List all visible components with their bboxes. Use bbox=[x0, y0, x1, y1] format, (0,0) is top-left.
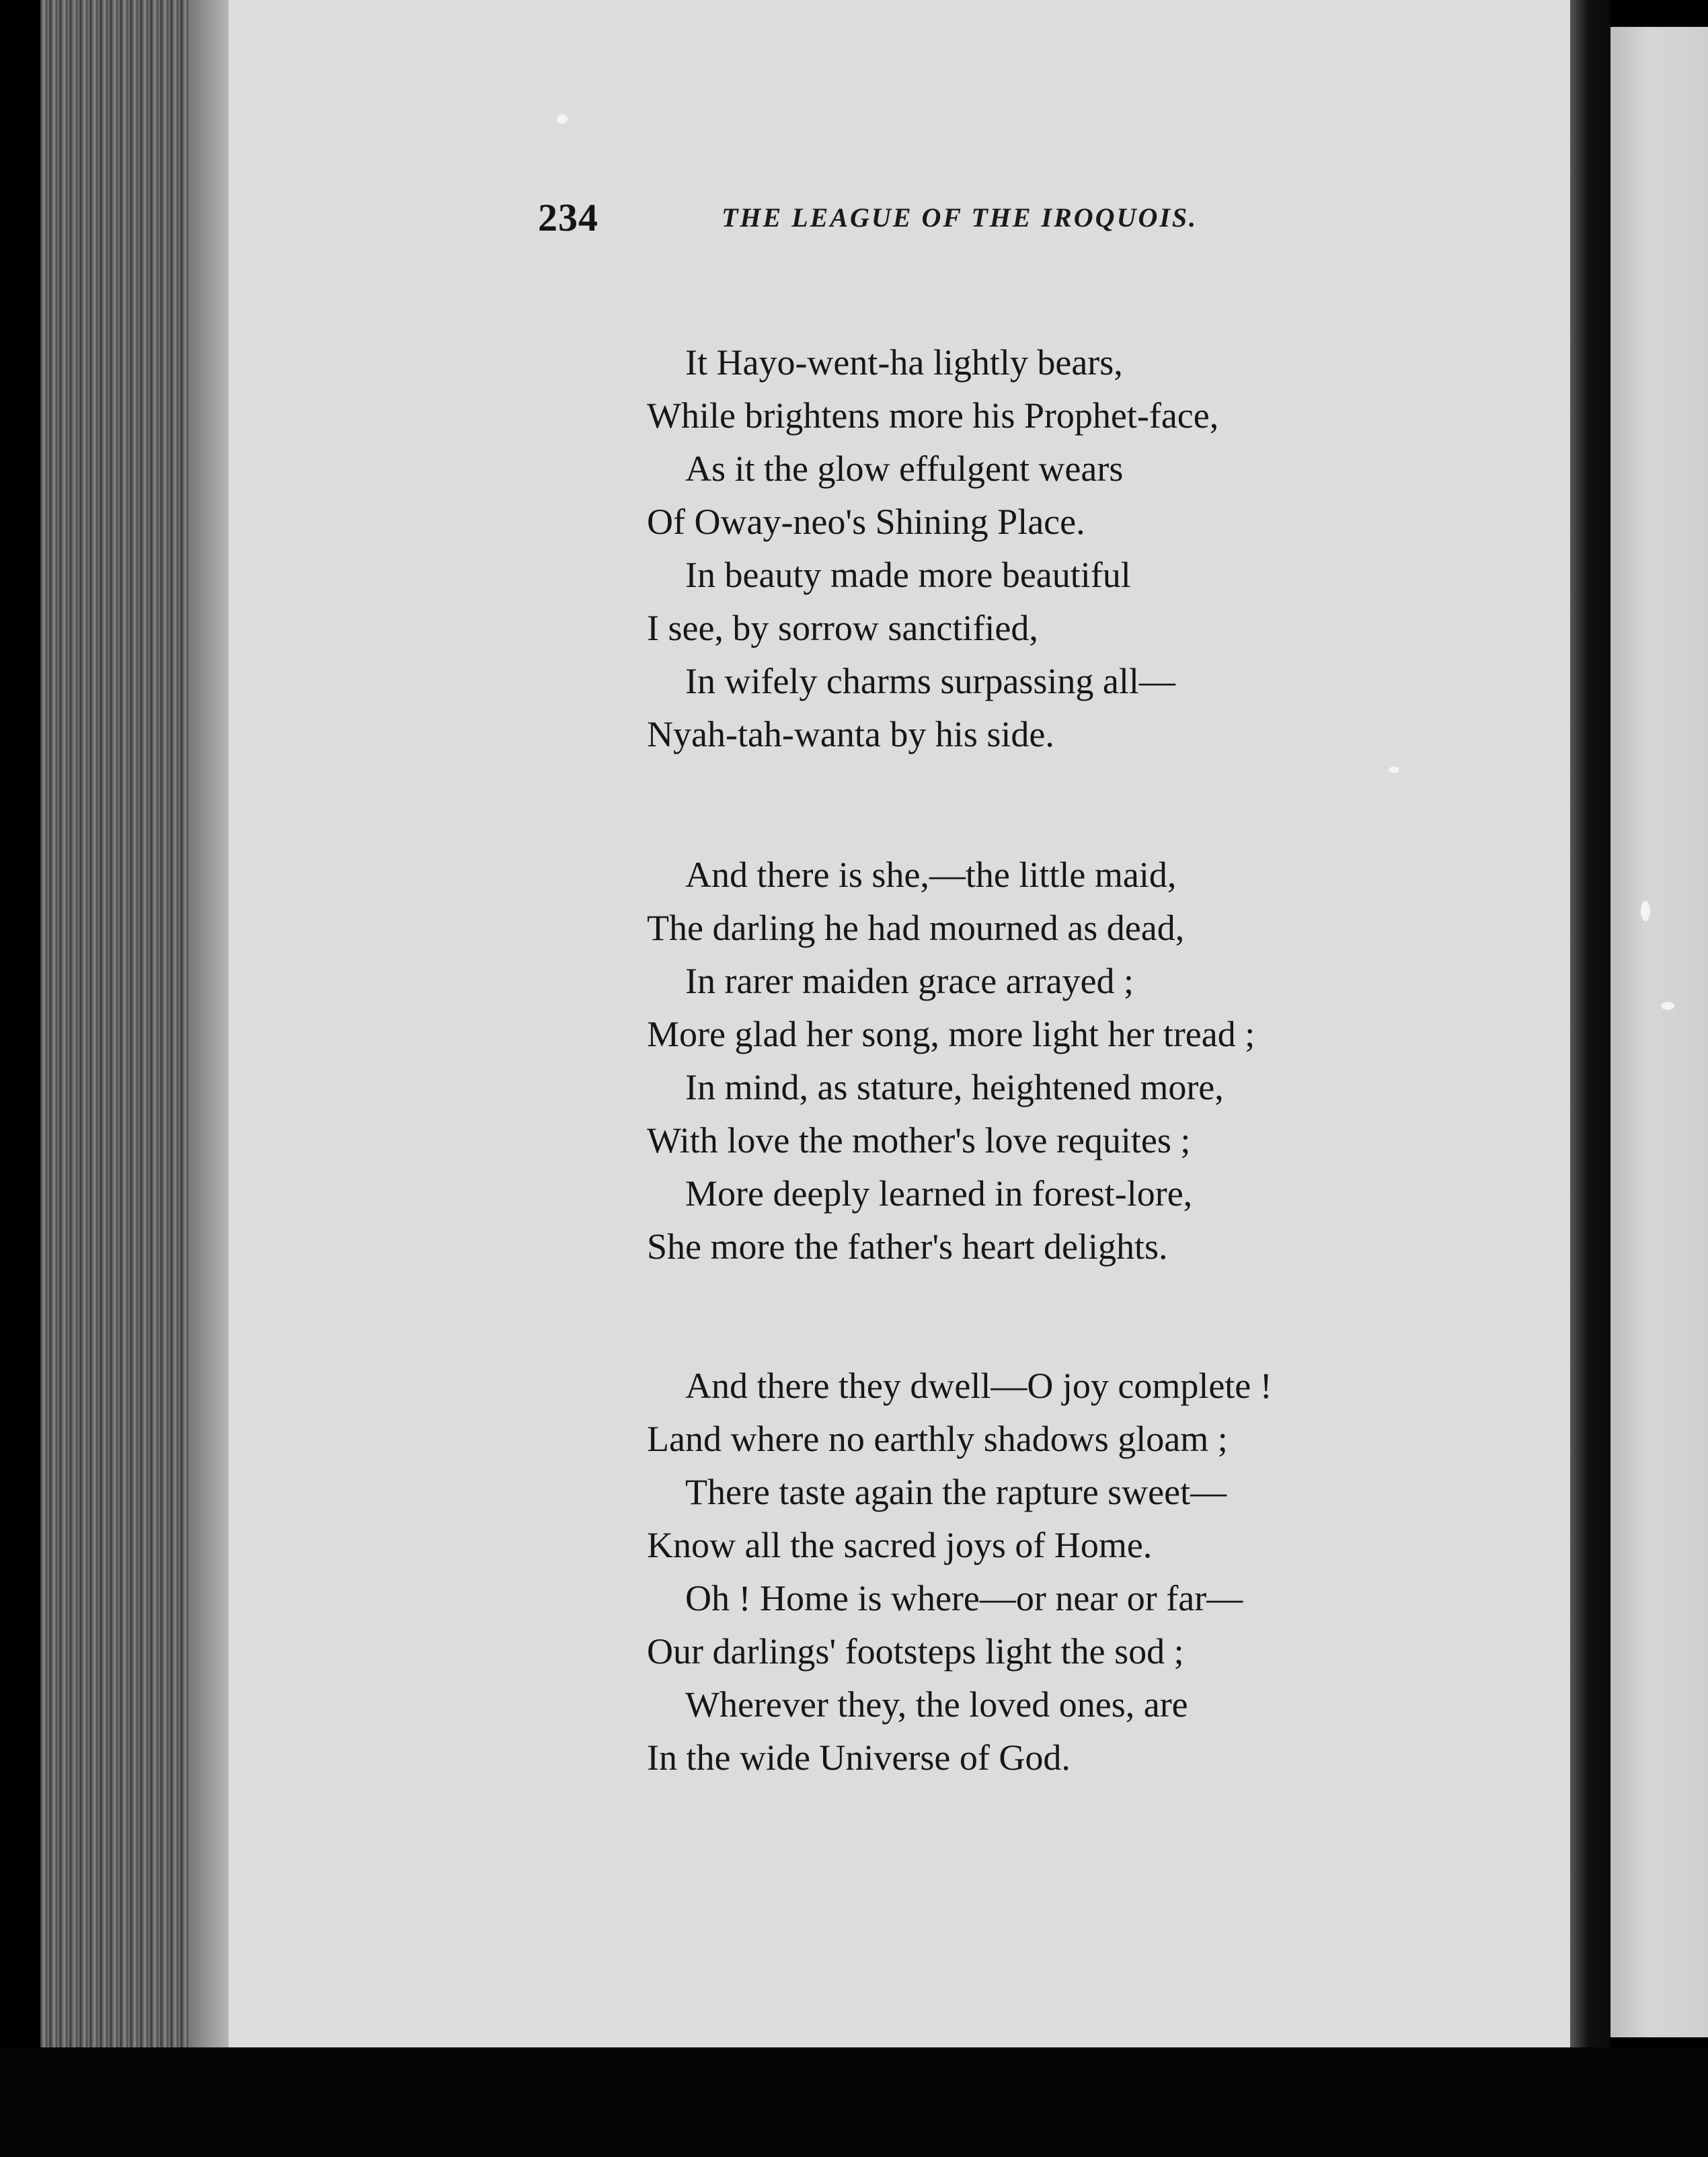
poem-line: There taste again the rapture sweet— bbox=[685, 1472, 1227, 1512]
poem-stanza bbox=[647, 849, 1255, 1273]
facing-page-edge bbox=[1610, 27, 1708, 2037]
poem-line: In beauty made more beautiful bbox=[685, 555, 1131, 595]
poem-line: In the wide Universe of God. bbox=[647, 1737, 1071, 1778]
poem-line: Know all the sacred joys of Home. bbox=[647, 1525, 1153, 1565]
scan-border bbox=[0, 2047, 1708, 2157]
poem-line: In wifely charms surpassing all— bbox=[685, 661, 1175, 701]
poem-line: With love the mother's love requites ; bbox=[647, 1120, 1191, 1161]
poem-line: And there they dwell—O joy complete ! bbox=[685, 1366, 1272, 1406]
page-number: 234 bbox=[538, 196, 598, 239]
poem-stanza bbox=[647, 1360, 1272, 1785]
dust-speck bbox=[557, 114, 568, 124]
poem-line: As it the glow effulgent wears bbox=[685, 448, 1124, 489]
poem-line: While brightens more his Prophet-face, bbox=[647, 395, 1219, 436]
poem-line: In rarer maiden grace arrayed ; bbox=[685, 961, 1134, 1001]
poem-line: The darling he had mourned as dead, bbox=[647, 908, 1185, 948]
poem-line: Land where no earthly shadows gloam ; bbox=[647, 1419, 1228, 1459]
poem-line: Nyah-tah-wanta by his side. bbox=[647, 714, 1054, 754]
poem-line: More glad her song, more light her tread ; bbox=[647, 1014, 1255, 1054]
poem-stanza bbox=[647, 336, 1218, 761]
poem-line: In mind, as stature, heightened more, bbox=[685, 1067, 1224, 1107]
dust-speck bbox=[1389, 767, 1399, 773]
book-gutter bbox=[1570, 0, 1610, 2057]
dust-speck bbox=[1661, 1002, 1674, 1010]
poem-line: I see, by sorrow sanctified, bbox=[647, 608, 1038, 648]
poem-line: Our darlings' footsteps light the sod ; bbox=[647, 1631, 1184, 1672]
poem-line: It Hayo-went-ha lightly bears, bbox=[685, 342, 1123, 383]
dust-speck bbox=[1641, 901, 1650, 921]
poem-line: She more the father's heart delights. bbox=[647, 1226, 1168, 1267]
poem-line: Wherever they, the loved ones, are bbox=[685, 1684, 1188, 1725]
poem-line: And there is she,—the little maid, bbox=[685, 855, 1177, 895]
poem-line: Of Oway-neo's Shining Place. bbox=[647, 502, 1085, 542]
running-head: THE LEAGUE OF THE IROQUOIS. bbox=[722, 202, 1198, 233]
poem-line: Oh ! Home is where—or near or far— bbox=[685, 1578, 1243, 1618]
poem-line: More deeply learned in forest-lore, bbox=[685, 1173, 1193, 1214]
